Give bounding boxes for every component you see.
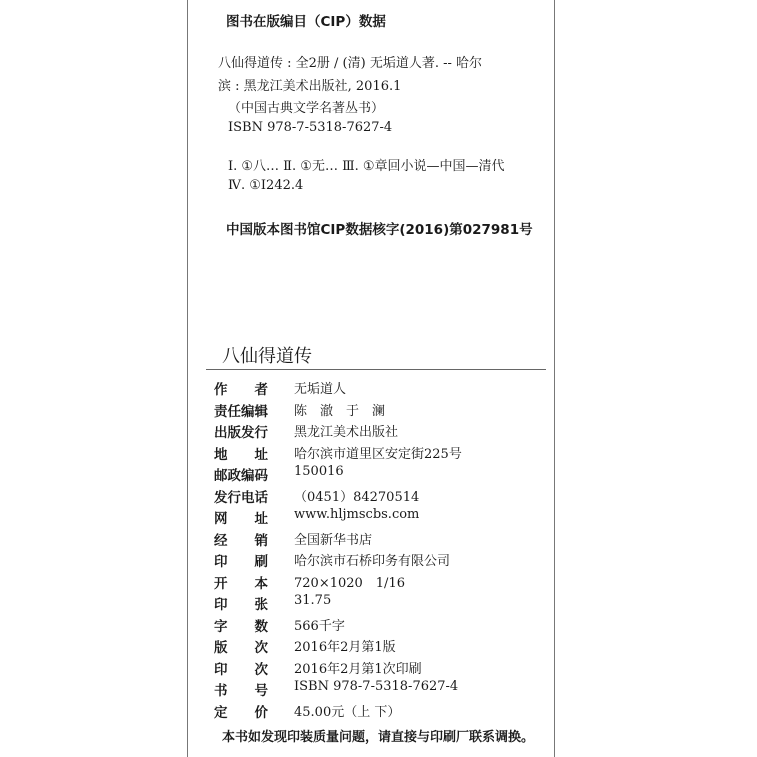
info-value: www.hljmscbs.com (294, 507, 420, 522)
info-label: 印 张 (214, 597, 268, 613)
info-label: 责任编辑 (214, 404, 268, 420)
cip-line-isbn: ISBN 978-7-5318-7627-4 (228, 120, 393, 135)
info-value: 31.75 (294, 593, 332, 608)
info-value: 哈尔滨市道里区安定街225号 (294, 447, 462, 462)
info-label: 印 刷 (214, 554, 268, 570)
info-value: 720×1020 1/16 (294, 576, 405, 591)
info-value: 黑龙江美术出版社 (294, 425, 399, 440)
cip-line-publisher: 滨 : 黑龙江美术出版社, 2016.1 (218, 79, 402, 94)
cip-line-classification: Ⅰ. ①八… Ⅱ. ①无… Ⅲ. ①章回小说—中国—清代 (228, 159, 505, 174)
info-value: 150016 (294, 464, 344, 479)
info-value: 陈 澈 于 澜 (294, 404, 386, 419)
info-value: 45.00元（上 下） (294, 705, 401, 720)
info-label: 字 数 (214, 619, 268, 635)
copyright-page (187, 0, 555, 757)
cip-verification-number: 中国版本图书馆CIP数据核字(2016)第027981号 (226, 222, 533, 238)
cip-line-series: （中国古典文学名著丛书） (228, 101, 385, 116)
info-value: 哈尔滨市石桥印务有限公司 (294, 554, 451, 569)
info-label: 定 价 (214, 705, 268, 721)
info-label: 开 本 (214, 576, 268, 592)
info-value: （0451）84270514 (294, 490, 420, 505)
cip-line-clc-number: Ⅳ. ①I242.4 (228, 178, 304, 193)
cip-heading: 图书在版编目（CIP）数据 (226, 14, 386, 30)
info-value: 2016年2月第1版 (294, 640, 396, 655)
info-value: ISBN 978-7-5318-7627-4 (294, 679, 459, 694)
info-value: 全国新华书店 (294, 533, 373, 548)
info-value: 无垢道人 (294, 382, 347, 397)
info-label: 地 址 (214, 447, 268, 463)
quality-notice: 本书如发现印装质量问题，请直接与印刷厂联系调换。 (222, 730, 535, 745)
info-value: 2016年2月第1次印刷 (294, 662, 422, 677)
info-label: 邮政编码 (214, 468, 268, 484)
info-value: 566千字 (294, 619, 345, 634)
info-label: 作 者 (214, 382, 268, 398)
cip-line-title: 八仙得道传 : 全2册 / (清) 无垢道人著. -- 哈尔 (218, 56, 483, 71)
book-title: 八仙得道传 (222, 346, 312, 367)
info-label: 版 次 (214, 640, 268, 656)
info-label: 书 号 (214, 683, 268, 699)
info-label: 经 销 (214, 533, 268, 549)
info-label: 发行电话 (214, 490, 268, 506)
info-label: 网 址 (214, 511, 268, 527)
info-label: 印 次 (214, 662, 268, 678)
info-label: 出版发行 (214, 425, 268, 441)
title-divider (206, 369, 546, 370)
